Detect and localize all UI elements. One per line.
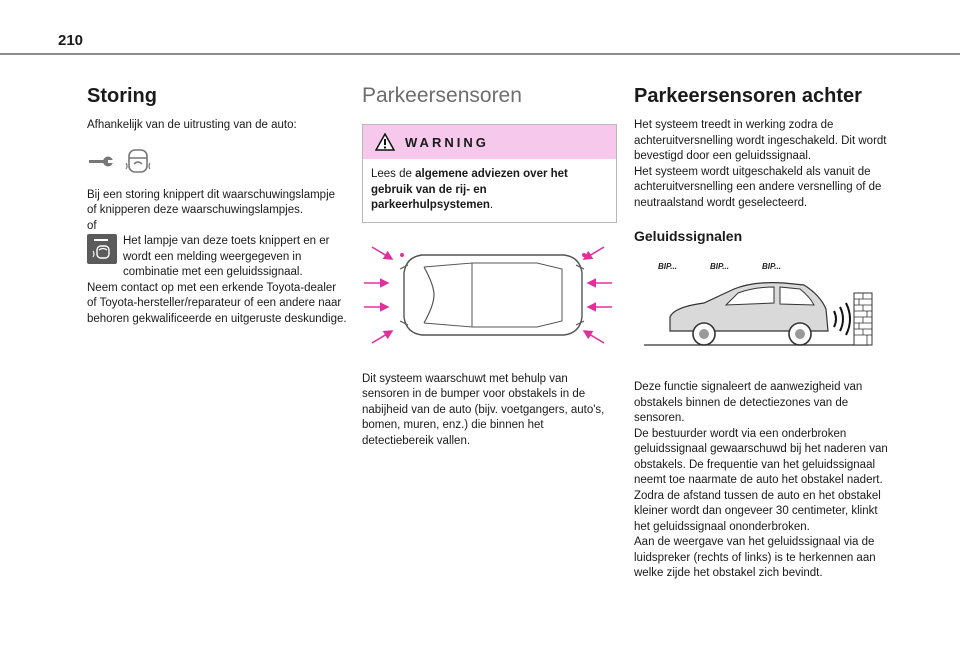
- storing-para3: Neem contact op met een erkende Toyota-dealer of Toyota-hersteller/reparateur of een andere naar behoren gekwalificeerde en uitgeruste deskundige.: [87, 281, 347, 325]
- subtitle-geluidssignalen: Geluidssignalen: [634, 228, 743, 244]
- section-title-storing: Storing: [87, 85, 157, 107]
- sensor-arrow: [584, 247, 604, 259]
- car-top-view-illustration: [362, 245, 614, 345]
- section-title-parkeersensoren: Parkeersensoren: [362, 84, 522, 107]
- column-parkeersensoren: [362, 84, 617, 449]
- achter-para4: De bestuurder wordt via een onderbroken geluidssignaal gewaarschuwd bij het naderen van obstakels. De frequentie van het geluidssignaal neemt toe naarmate de auto het obstakel nadert.: [634, 427, 888, 486]
- warning-text-post: .: [489, 199, 494, 211]
- achter-para5: Zodra de afstand tussen de auto en het obstakel kleiner wordt dan ongeveer 30 centimeter, klinkt het geluidssignaal ononderbroken.: [634, 489, 881, 533]
- warning-text-pre: Lees de: [371, 168, 416, 180]
- sensor-arrow: [372, 247, 392, 259]
- sensor-arrow: [584, 331, 604, 343]
- intro-text: Afhankelijk van de uitrusting van de auto:: [87, 119, 297, 131]
- achter-para2: Het systeem wordt uitgeschakeld als vanuit de achteruitversnelling een andere versnelling of de neutraalstand wordt geselecteerd.: [634, 165, 882, 209]
- warning-text: [363, 159, 616, 222]
- achter-para3: Deze functie signaleert de aanwezigheid van obstakels binnen de detectiezones van de sensoren.: [634, 381, 863, 424]
- parkeersensoren-description: Dit systeem waarschuwt met behulp van sensoren in de bumper voor obstakels in de nabijheid van de auto (bijv. voetgangers, auto's, bomen, muren, enz.) die binnen het detectiebereik vallen.: [362, 372, 605, 447]
- bip-label: BIP...: [658, 262, 677, 271]
- or-text: of: [87, 219, 97, 232]
- warning-box: [362, 124, 617, 223]
- car-warning-icon: [125, 147, 151, 175]
- park-button-icon: [87, 234, 117, 264]
- sensor-arrow: [372, 331, 392, 343]
- achter-para6: Aan de weergave van het geluidssignaal via de luidspreker (rechts of links) is te herkennen aan welke zijde het obstakel zich bevindt.: [634, 536, 876, 579]
- header-rule: [0, 53, 960, 55]
- warning-title: WARNING: [405, 134, 489, 150]
- section-title-achter: Parkeersensoren achter: [634, 85, 862, 107]
- storing-para1: Bij een storing knippert dit waarschuwingslampje of knipperen deze waarschuwingslampjes.: [87, 188, 336, 216]
- warning-text-bold: algemene adviezen over het gebruik van de rij- en parkeerhulpsystemen: [371, 168, 568, 211]
- achter-para1: Het systeem treedt in werking zodra de achteruitversnelling wordt ingeschakeld. Dit wordt bevestigd door een geluidssignaal.: [634, 119, 887, 162]
- warning-header: [363, 125, 616, 159]
- column-parkeersensoren-achter: [634, 84, 894, 582]
- warning-triangle-icon: [375, 133, 395, 151]
- button-lamp-block: [87, 234, 347, 281]
- wrench-icon: [87, 154, 115, 168]
- bip-label: BIP...: [710, 262, 729, 271]
- brick-wall: [854, 293, 872, 345]
- warning-icons: [87, 148, 347, 174]
- storing-para2: Het lampje van deze toets knippert en er wordt een melding weergegeven in combinatie met een geluidssignaal.: [123, 235, 330, 278]
- car-side-view-illustration: [634, 259, 879, 355]
- column-storing: [87, 84, 347, 327]
- page-number: 210: [58, 32, 84, 49]
- bip-label: BIP...: [762, 262, 781, 271]
